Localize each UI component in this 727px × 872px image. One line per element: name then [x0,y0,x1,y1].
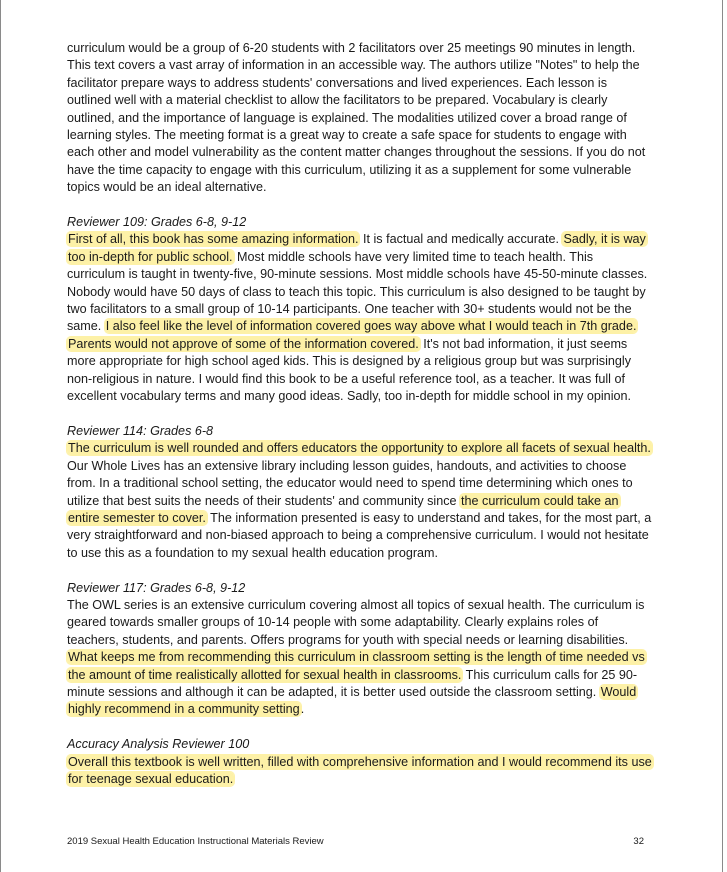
body-text: The information presented is easy to understand and takes, for the most part, a very straightforward and non-biased approach to being a comprehensive curriculum. I would not hesitate to use this as a foundation to my sexual health education program. [67,510,652,560]
reviewer-heading: Accuracy Analysis Reviewer 100 [67,737,250,752]
body-text: Our Whole Lives has an extensive library including lesson guides, handouts, and activities to choose from. In a traditional school setting, the educator would need to spend time determining which ones to utilize that best suits the needs of their students' and community since [67,458,633,508]
review-section [67,736,653,788]
highlighted-text: Sadly, it is way too in-depth for public school. [68,232,646,264]
review-section [67,423,653,562]
body-text: curriculum would be a group of 6-20 students with 2 facilitators over 25 meetings 90 minutes in length. This text covers a vast array of information in an accessible way. The authors utilize "Notes" to help the facilitator prepare ways to address students' conversations and lived experiences. Each lesson is outlined well with a material checklist to allow the facilitators to be prepared. Vocabulary is clearly outlined, and the importance of language is explained. The modalities utilized cover a broad range of learning styles. The meeting format is a great way to create a safe space for students to engage with each other and model vulnerability as the content matter changes throughout the sessions. If you do not have the time capacity to engage with this curriculum, utilizing it as a supplement for some vulnerable topics would be an ideal alternative. [67,41,646,195]
body-text: This curriculum calls for 25 90-minute sessions and although it can be adapted, it is better used outside the classroom setting. [67,667,638,699]
highlighted-text: What keeps me from recommending this curriculum in classroom setting is the length of time needed vs the amount of time realistically allotted for sexual health in classrooms. [68,650,645,682]
highlighted-text: the curriculum could take an entire semester to cover. [68,493,619,525]
reviewer-heading: Reviewer 114: Grades 6-8 [67,423,214,438]
review-section [67,214,653,405]
reviewer-heading: Reviewer 117: Grades 6-8, 9-12 [67,580,246,595]
reviewer-heading: Reviewer 109: Grades 6-8, 9-12 [67,215,247,230]
body-text: It is factual and medically accurate. [359,232,563,247]
page-number: 32 [633,836,644,847]
highlighted-text: Would highly recommend in a community setting [68,684,637,717]
review-content [67,40,653,806]
footer-title: 2019 Sexual Health Education Instructional Materials Review [67,836,324,847]
review-section [67,580,653,719]
highlighted-text: First of all, this book has some amazing information. [68,232,359,247]
body-text: . [300,702,305,717]
highlighted-text: The curriculum is well rounded and offers educators the opportunity to explore all facets of sexual health. [68,441,651,456]
body-text: The OWL series is an extensive curriculum covering almost all topics of sexual health. The curriculum is geared towards smaller groups of 10-14 people with some adaptability. Clearly explains roles of teachers, students, and parents. Offers programs for youth with special needs or learning disabilities. [67,597,645,647]
body-text: Most middle schools have very limited time to teach health. This curriculum is taught in twenty-five, 90-minute sessions. Most middle schools have 45-50-minute classes. Nobody would have 50 days of class to teach this topic. This curriculum is also designed to be taught by two facilitators to a small group of 10-14 participants. One teacher with 30+ students would not be the same. [67,249,648,334]
review-continuation [67,40,653,197]
highlighted-text: I also feel like the level of information covered goes way above what I would teach in 7th grade. Parents would not approve of some of the information covered. [68,319,637,351]
body-text: It's not bad information, it just seems more appropriate for high school aged kids. This is designed by a religious group but was surprisingly non-religious in nature. I would find this book to be a useful reference tool, as a teacher. It was full of excellent vocabulary terms and many good ideas. Sadly, too in-depth for middle school in my opinion. [67,336,631,404]
highlighted-text: Overall this textbook is well written, filled with comprehensive information and I would recommend its use for teenage sexual education. [68,754,652,786]
